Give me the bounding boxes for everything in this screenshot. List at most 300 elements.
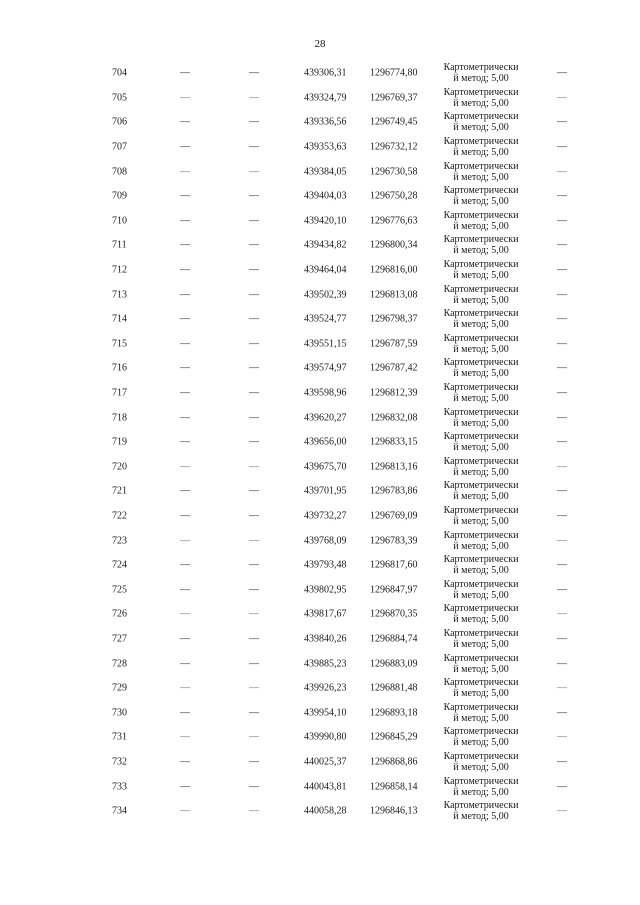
y-coordinate: 1296749,45	[370, 116, 418, 128]
dash-cell: —	[249, 313, 259, 325]
y-coordinate: 1296883,09	[370, 658, 418, 670]
x-coordinate: 439620,27	[304, 412, 347, 424]
dash-cell: —	[180, 215, 190, 227]
dash-cell: —	[180, 805, 190, 817]
method-cell	[439, 751, 523, 773]
dash-cell: —	[180, 510, 190, 522]
dash-cell: —	[249, 731, 259, 743]
dash-cell: —	[249, 166, 259, 178]
x-coordinate: 439885,23	[304, 658, 347, 670]
y-coordinate: 1296893,18	[370, 707, 418, 719]
dash-cell: —	[180, 264, 190, 276]
point-number: 730	[112, 707, 127, 719]
dash-cell: —	[249, 559, 259, 571]
x-coordinate: 439434,82	[304, 239, 347, 251]
method-line-1: Картометрически	[443, 406, 519, 418]
dash-cell: —	[180, 116, 190, 128]
point-number: 729	[112, 682, 127, 694]
dash-cell: —	[180, 387, 190, 399]
method-line-2: й метод; 5,00	[453, 712, 509, 724]
x-coordinate: 439384,05	[304, 166, 347, 178]
dash-cell: —	[249, 584, 259, 596]
table-row	[0, 553, 640, 578]
table-row	[0, 110, 640, 135]
dash-cell: —	[557, 313, 567, 325]
table-row	[0, 233, 640, 258]
method-cell	[439, 407, 523, 429]
table-row	[0, 356, 640, 381]
table-row	[0, 774, 640, 799]
method-cell	[439, 308, 523, 330]
y-coordinate: 1296884,74	[370, 633, 418, 645]
dash-cell: —	[557, 535, 567, 547]
y-coordinate: 1296750,28	[370, 190, 418, 202]
method-line-2: й метод; 5,00	[453, 417, 509, 429]
table-row	[0, 61, 640, 86]
y-coordinate: 1296769,09	[370, 510, 418, 522]
x-coordinate: 439574,97	[304, 362, 347, 374]
table-row	[0, 799, 640, 824]
point-number: 712	[112, 264, 127, 276]
method-cell	[439, 136, 523, 158]
table-row	[0, 602, 640, 627]
dash-cell: —	[180, 781, 190, 793]
method-line-1: Картометрически	[443, 382, 519, 394]
dash-cell: —	[557, 387, 567, 399]
table-row	[0, 282, 640, 307]
x-coordinate: 439926,23	[304, 682, 347, 694]
table-row	[0, 381, 640, 406]
dash-cell: —	[249, 92, 259, 104]
dash-cell: —	[180, 239, 190, 251]
point-number: 707	[112, 141, 127, 153]
method-line-2: й метод; 5,00	[453, 147, 509, 159]
y-coordinate: 1296769,37	[370, 92, 418, 104]
table-row	[0, 577, 640, 602]
method-cell	[439, 579, 523, 601]
method-line-2: й метод; 5,00	[453, 122, 509, 134]
method-line-1: Картометрически	[443, 86, 519, 98]
point-number: 717	[112, 387, 127, 399]
method-cell	[439, 456, 523, 478]
y-coordinate: 1296798,37	[370, 313, 418, 325]
method-line-1: Картометрически	[443, 529, 519, 541]
method-line-2: й метод; 5,00	[453, 540, 509, 552]
dash-cell: —	[249, 608, 259, 620]
method-line-2: й метод; 5,00	[453, 614, 509, 626]
dash-cell: —	[249, 781, 259, 793]
dash-cell: —	[249, 190, 259, 202]
method-line-1: Картометрически	[443, 111, 519, 123]
method-line-2: й метод; 5,00	[453, 442, 509, 454]
x-coordinate: 439656,00	[304, 436, 347, 448]
method-line-1: Картометрически	[443, 185, 519, 197]
dash-cell: —	[180, 658, 190, 670]
dash-cell: —	[180, 707, 190, 719]
table-row	[0, 528, 640, 553]
method-cell	[439, 702, 523, 724]
method-cell	[439, 357, 523, 379]
dash-cell: —	[180, 338, 190, 350]
y-coordinate: 1296881,48	[370, 682, 418, 694]
point-number: 716	[112, 362, 127, 374]
method-cell	[439, 554, 523, 576]
method-line-2: й метод; 5,00	[453, 393, 509, 405]
method-line-2: й метод; 5,00	[453, 270, 509, 282]
table-row	[0, 159, 640, 184]
x-coordinate: 439551,15	[304, 338, 347, 350]
method-line-2: й метод; 5,00	[453, 245, 509, 257]
dash-cell: —	[557, 781, 567, 793]
method-cell	[439, 87, 523, 109]
method-cell	[439, 284, 523, 306]
dash-cell: —	[557, 658, 567, 670]
method-line-1: Картометрически	[443, 554, 519, 566]
point-number: 708	[112, 166, 127, 178]
method-line-2: й метод; 5,00	[453, 589, 509, 601]
method-line-1: Картометрически	[443, 259, 519, 271]
dash-cell: —	[249, 436, 259, 448]
dash-cell: —	[557, 756, 567, 768]
dash-cell: —	[557, 559, 567, 571]
point-number: 731	[112, 731, 127, 743]
dash-cell: —	[180, 559, 190, 571]
table-row	[0, 430, 640, 455]
table-row	[0, 405, 640, 430]
dash-cell: —	[557, 190, 567, 202]
dash-cell: —	[557, 92, 567, 104]
point-number: 725	[112, 584, 127, 596]
point-number: 711	[112, 239, 127, 251]
method-cell	[439, 210, 523, 232]
table-row	[0, 307, 640, 332]
point-number: 734	[112, 805, 127, 817]
dash-cell: —	[249, 387, 259, 399]
y-coordinate: 1296817,60	[370, 559, 418, 571]
dash-cell: —	[180, 731, 190, 743]
x-coordinate: 439701,95	[304, 485, 347, 497]
method-line-1: Картометрически	[443, 455, 519, 467]
method-line-1: Картометрически	[443, 357, 519, 369]
dash-cell: —	[557, 215, 567, 227]
method-line-1: Картометрически	[443, 701, 519, 713]
method-line-1: Картометрически	[443, 652, 519, 664]
dash-cell: —	[557, 731, 567, 743]
method-cell	[439, 185, 523, 207]
y-coordinate: 1296833,15	[370, 436, 418, 448]
dash-cell: —	[249, 658, 259, 670]
dash-cell: —	[180, 633, 190, 645]
dash-cell: —	[249, 535, 259, 547]
table-row	[0, 258, 640, 283]
y-coordinate: 1296832,08	[370, 412, 418, 424]
dash-cell: —	[249, 485, 259, 497]
table-row	[0, 725, 640, 750]
dash-cell: —	[249, 412, 259, 424]
point-number: 722	[112, 510, 127, 522]
method-line-2: й метод; 5,00	[453, 761, 509, 773]
x-coordinate: 440058,28	[304, 805, 347, 817]
method-line-1: Картометрически	[443, 62, 519, 74]
method-cell	[439, 800, 523, 822]
dash-cell: —	[249, 116, 259, 128]
point-number: 704	[112, 67, 127, 79]
method-cell	[439, 382, 523, 404]
method-line-2: й метод; 5,00	[453, 811, 509, 823]
x-coordinate: 439353,63	[304, 141, 347, 153]
dash-cell: —	[557, 67, 567, 79]
point-number: 713	[112, 289, 127, 301]
dash-cell: —	[557, 166, 567, 178]
dash-cell: —	[249, 756, 259, 768]
y-coordinate: 1296816,00	[370, 264, 418, 276]
dash-cell: —	[249, 707, 259, 719]
method-line-1: Картометрически	[443, 750, 519, 762]
method-line-1: Картометрически	[443, 332, 519, 344]
dash-cell: —	[180, 461, 190, 473]
method-line-2: й метод; 5,00	[453, 368, 509, 380]
method-line-1: Картометрически	[443, 160, 519, 172]
method-line-1: Картометрически	[443, 480, 519, 492]
method-cell	[439, 62, 523, 84]
point-number: 721	[112, 485, 127, 497]
y-coordinate: 1296783,86	[370, 485, 418, 497]
point-number: 728	[112, 658, 127, 670]
method-cell	[439, 677, 523, 699]
x-coordinate: 439306,31	[304, 67, 347, 79]
dash-cell: —	[249, 510, 259, 522]
x-coordinate: 439817,67	[304, 608, 347, 620]
dash-cell: —	[557, 584, 567, 596]
x-coordinate: 440043,81	[304, 781, 347, 793]
method-line-2: й метод; 5,00	[453, 786, 509, 798]
method-line-2: й метод; 5,00	[453, 97, 509, 109]
coordinates-table	[0, 61, 640, 823]
dash-cell: —	[557, 608, 567, 620]
x-coordinate: 439464,04	[304, 264, 347, 276]
method-line-2: й метод; 5,00	[453, 343, 509, 355]
dash-cell: —	[557, 338, 567, 350]
y-coordinate: 1296774,80	[370, 67, 418, 79]
y-coordinate: 1296868,86	[370, 756, 418, 768]
page-number: 28	[314, 38, 326, 50]
dash-cell: —	[249, 633, 259, 645]
method-cell	[439, 603, 523, 625]
y-coordinate: 1296813,08	[370, 289, 418, 301]
method-cell	[439, 333, 523, 355]
point-number: 733	[112, 781, 127, 793]
dash-cell: —	[557, 412, 567, 424]
method-line-1: Картометрически	[443, 627, 519, 639]
y-coordinate: 1296800,34	[370, 239, 418, 251]
point-number: 724	[112, 559, 127, 571]
method-line-1: Картометрически	[443, 283, 519, 295]
dash-cell: —	[249, 141, 259, 153]
x-coordinate: 439420,10	[304, 215, 347, 227]
table-row	[0, 184, 640, 209]
method-line-2: й метод; 5,00	[453, 196, 509, 208]
dash-cell: —	[180, 608, 190, 620]
method-line-1: Картометрически	[443, 775, 519, 787]
dash-cell: —	[557, 707, 567, 719]
method-line-2: й метод; 5,00	[453, 737, 509, 749]
dash-cell: —	[557, 239, 567, 251]
point-number: 718	[112, 412, 127, 424]
method-line-1: Картометрически	[443, 603, 519, 615]
point-number: 732	[112, 756, 127, 768]
y-coordinate: 1296845,29	[370, 731, 418, 743]
method-line-1: Картометрически	[443, 800, 519, 812]
dash-cell: —	[249, 289, 259, 301]
point-number: 714	[112, 313, 127, 325]
method-line-1: Картометрически	[443, 504, 519, 516]
y-coordinate: 1296812,39	[370, 387, 418, 399]
table-row	[0, 86, 640, 111]
y-coordinate: 1296783,39	[370, 535, 418, 547]
x-coordinate: 440025,37	[304, 756, 347, 768]
method-cell	[439, 530, 523, 552]
method-line-2: й метод; 5,00	[453, 171, 509, 183]
dash-cell: —	[249, 239, 259, 251]
method-line-2: й метод; 5,00	[453, 73, 509, 85]
y-coordinate: 1296813,16	[370, 461, 418, 473]
y-coordinate: 1296730,58	[370, 166, 418, 178]
dash-cell: —	[180, 141, 190, 153]
y-coordinate: 1296732,12	[370, 141, 418, 153]
dash-cell: —	[180, 485, 190, 497]
dash-cell: —	[180, 584, 190, 596]
method-line-1: Картометрически	[443, 136, 519, 148]
method-cell	[439, 628, 523, 650]
dash-cell: —	[249, 215, 259, 227]
dash-cell: —	[557, 264, 567, 276]
dash-cell: —	[249, 338, 259, 350]
y-coordinate: 1296870,35	[370, 608, 418, 620]
dash-cell: —	[180, 190, 190, 202]
dash-cell: —	[180, 67, 190, 79]
dash-cell: —	[557, 116, 567, 128]
y-coordinate: 1296776,63	[370, 215, 418, 227]
method-line-1: Картометрически	[443, 578, 519, 590]
x-coordinate: 439732,27	[304, 510, 347, 522]
dash-cell: —	[249, 461, 259, 473]
dash-cell: —	[249, 682, 259, 694]
method-line-2: й метод; 5,00	[453, 491, 509, 503]
table-row	[0, 627, 640, 652]
x-coordinate: 439598,96	[304, 387, 347, 399]
dash-cell: —	[557, 362, 567, 374]
dash-cell: —	[180, 682, 190, 694]
y-coordinate: 1296847,97	[370, 584, 418, 596]
method-line-2: й метод; 5,00	[453, 688, 509, 700]
table-row	[0, 479, 640, 504]
y-coordinate: 1296858,14	[370, 781, 418, 793]
x-coordinate: 439768,09	[304, 535, 347, 547]
dash-cell: —	[180, 362, 190, 374]
dash-cell: —	[557, 289, 567, 301]
point-number: 719	[112, 436, 127, 448]
method-cell	[439, 653, 523, 675]
x-coordinate: 439675,70	[304, 461, 347, 473]
method-line-2: й метод; 5,00	[453, 638, 509, 650]
x-coordinate: 439840,26	[304, 633, 347, 645]
dash-cell: —	[557, 141, 567, 153]
table-row	[0, 332, 640, 357]
method-line-2: й метод; 5,00	[453, 565, 509, 577]
point-number: 723	[112, 535, 127, 547]
y-coordinate: 1296787,42	[370, 362, 418, 374]
point-number: 705	[112, 92, 127, 104]
dash-cell: —	[557, 682, 567, 694]
x-coordinate: 439404,03	[304, 190, 347, 202]
point-number: 709	[112, 190, 127, 202]
point-number: 710	[112, 215, 127, 227]
table-row	[0, 750, 640, 775]
method-cell	[439, 431, 523, 453]
point-number: 706	[112, 116, 127, 128]
dash-cell: —	[180, 313, 190, 325]
table-row	[0, 504, 640, 529]
method-cell	[439, 505, 523, 527]
dash-cell: —	[557, 633, 567, 645]
dash-cell: —	[557, 461, 567, 473]
method-line-1: Картометрически	[443, 431, 519, 443]
x-coordinate: 439524,77	[304, 313, 347, 325]
x-coordinate: 439324,79	[304, 92, 347, 104]
y-coordinate: 1296787,59	[370, 338, 418, 350]
x-coordinate: 439802,95	[304, 584, 347, 596]
dash-cell: —	[180, 756, 190, 768]
method-line-2: й метод; 5,00	[453, 466, 509, 478]
method-line-2: й метод; 5,00	[453, 220, 509, 232]
method-line-1: Картометрически	[443, 209, 519, 221]
dash-cell: —	[180, 166, 190, 178]
dash-cell: —	[557, 805, 567, 817]
method-line-2: й метод; 5,00	[453, 515, 509, 527]
point-number: 727	[112, 633, 127, 645]
dash-cell: —	[180, 289, 190, 301]
dash-cell: —	[249, 362, 259, 374]
method-line-1: Картометрически	[443, 234, 519, 246]
x-coordinate: 439502,39	[304, 289, 347, 301]
method-cell	[439, 161, 523, 183]
table-row	[0, 651, 640, 676]
table-row	[0, 700, 640, 725]
y-coordinate: 1296846,13	[370, 805, 418, 817]
point-number: 715	[112, 338, 127, 350]
method-line-2: й метод; 5,00	[453, 319, 509, 331]
method-line-1: Картометрически	[443, 726, 519, 738]
table-row	[0, 676, 640, 701]
dash-cell: —	[557, 436, 567, 448]
x-coordinate: 439990,80	[304, 731, 347, 743]
method-cell	[439, 111, 523, 133]
method-line-1: Картометрически	[443, 677, 519, 689]
method-line-2: й метод; 5,00	[453, 663, 509, 675]
point-number: 726	[112, 608, 127, 620]
method-cell	[439, 259, 523, 281]
table-row	[0, 209, 640, 234]
dash-cell: —	[557, 485, 567, 497]
point-number: 720	[112, 461, 127, 473]
method-cell	[439, 480, 523, 502]
x-coordinate: 439793,48	[304, 559, 347, 571]
dash-cell: —	[180, 412, 190, 424]
x-coordinate: 439336,56	[304, 116, 347, 128]
dash-cell: —	[249, 805, 259, 817]
dash-cell: —	[180, 92, 190, 104]
method-line-1: Картометрически	[443, 308, 519, 320]
